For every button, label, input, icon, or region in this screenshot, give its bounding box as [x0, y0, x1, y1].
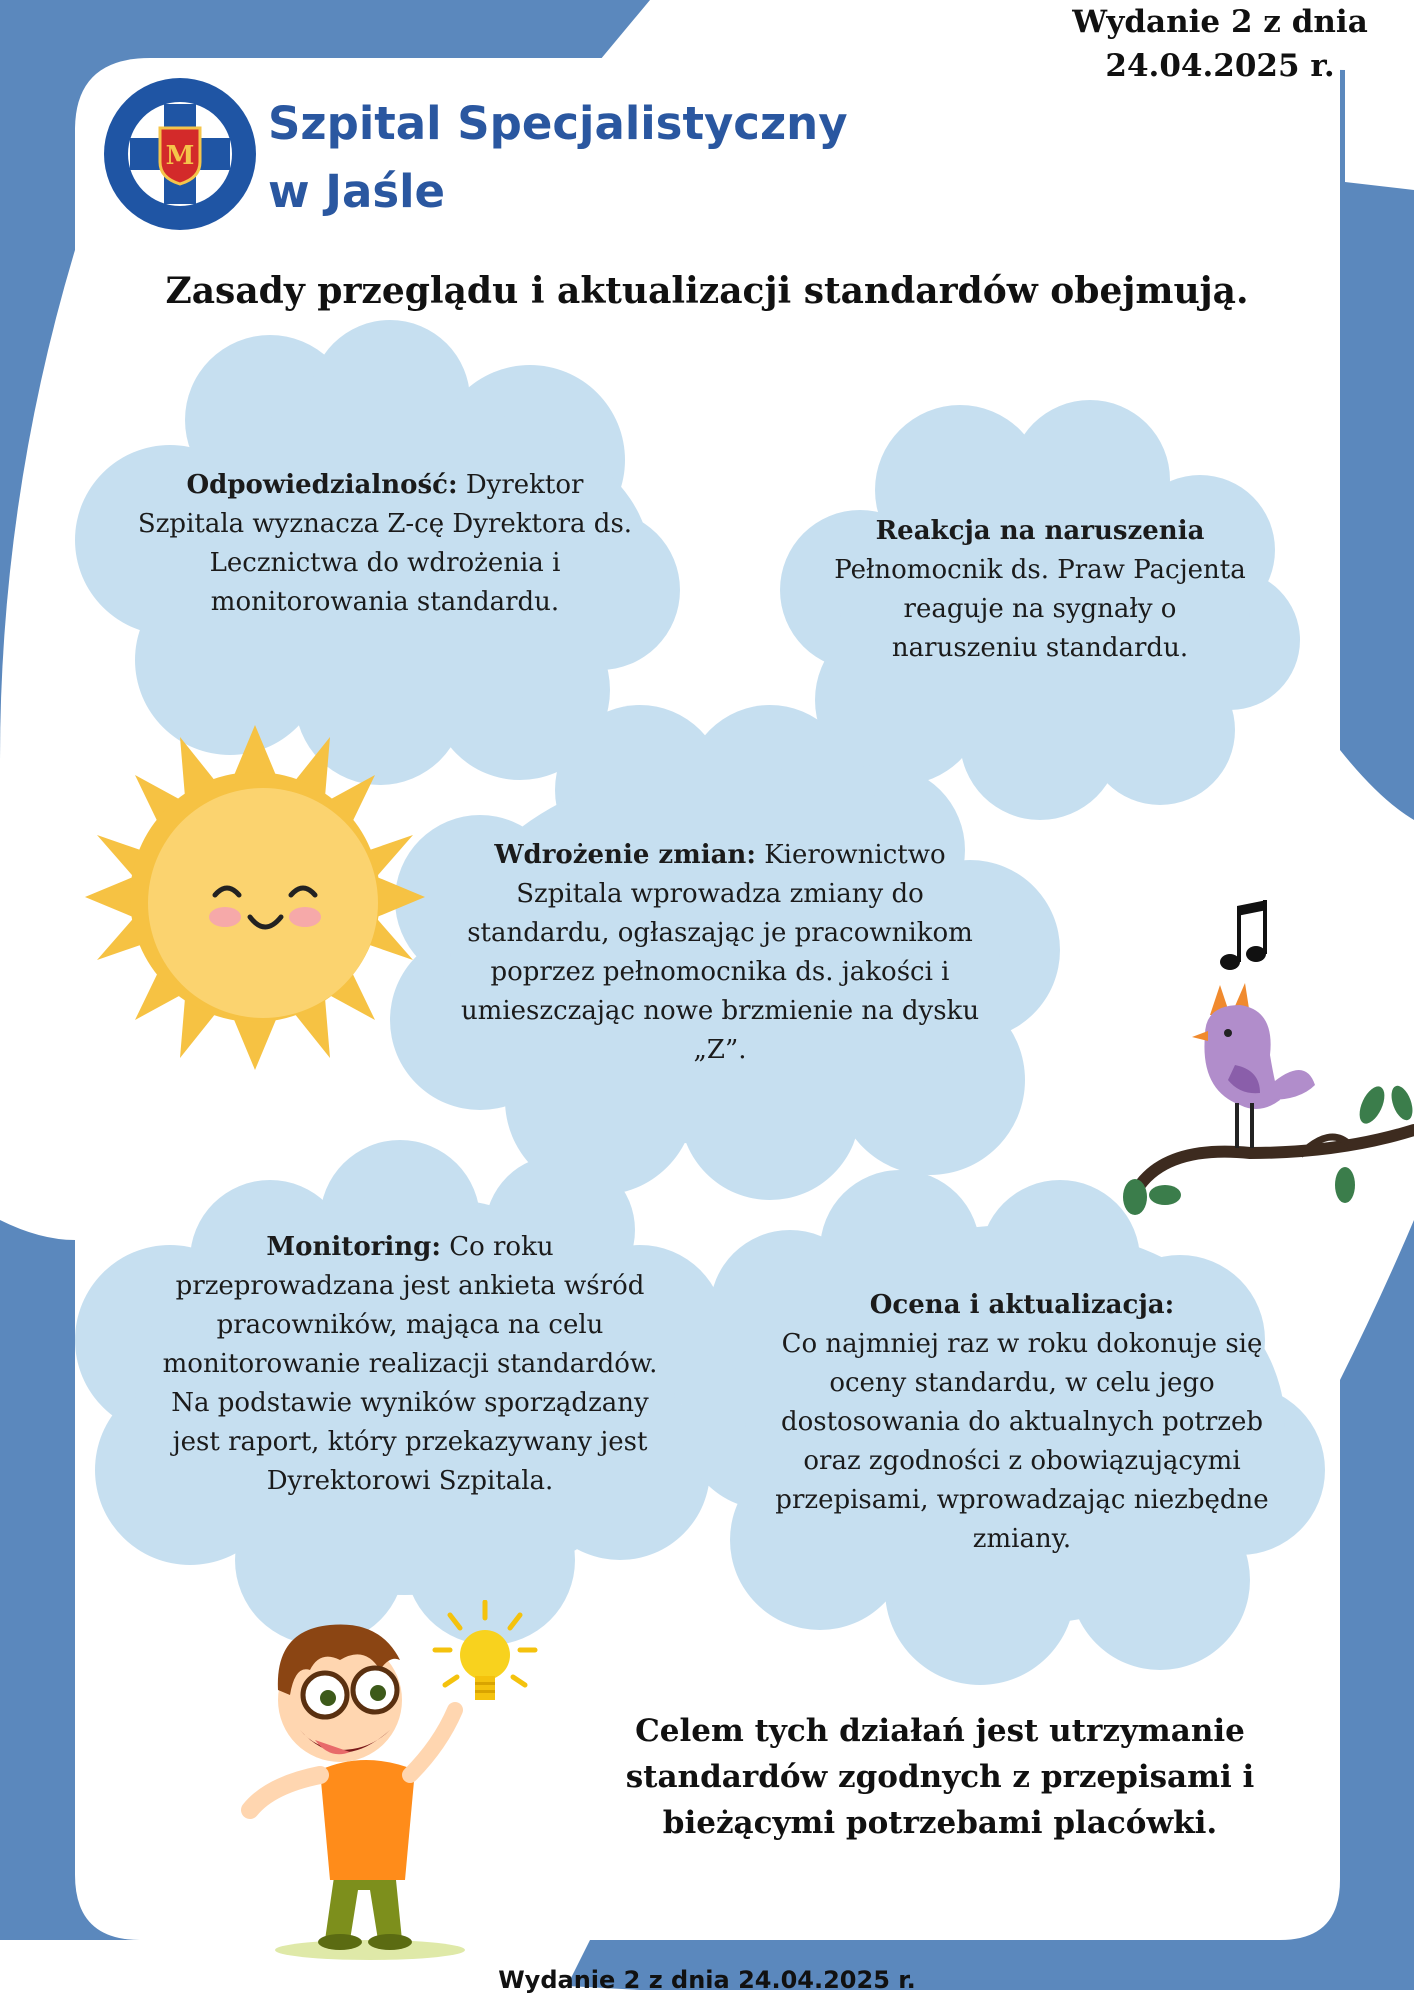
- org-name-line2: w Jaśle: [268, 165, 446, 218]
- edition-footer: Wydanie 2 z dnia 24.04.2025 r.: [498, 1966, 916, 1994]
- section-body: Dyrektor Szpitala wyznacza Z-cę Dyrektora ds. Lecznictwa do wdrożenia i monitorowania standardu.: [137, 470, 633, 617]
- svg-text:M: M: [165, 141, 195, 171]
- section-heading: Wdrożenie zmian:: [494, 840, 756, 870]
- org-name-line1: Szpital Specjalistyczny: [268, 97, 848, 150]
- section-body: Co najmniej raz w roku dokonuje się oceny standardu, w celu jego dostosowania do aktualnych potrzeb oraz zgodności z obowiązującymi przepisami, wprowadzając niezbędne zmiany.: [775, 1329, 1269, 1554]
- edition-header: Wydanie 2 z dnia 24.04.2025 r.: [1072, 4, 1368, 84]
- section-body: Co roku przeprowadzana jest ankieta wśród pracowników, mająca na celu monitorowanie realizacji standardów. Na podstawie wyników sporządzany jest raport, który przekazywany jest Dyrektorowi Szpitala.: [162, 1232, 658, 1496]
- section-changes: [450, 836, 990, 1070]
- bird-icon: [1110, 975, 1414, 1235]
- section-heading: Reakcja na naruszenia: [875, 516, 1205, 546]
- section-monitoring: [158, 1228, 662, 1501]
- section-heading: Ocena i aktualizacja:: [869, 1290, 1175, 1320]
- sun-icon: [85, 725, 425, 1070]
- light-bulb-icon: [430, 1600, 540, 1720]
- section-violations: [830, 512, 1250, 668]
- section-responsibility: [130, 466, 640, 622]
- section-evaluation: [752, 1286, 1292, 1559]
- section-body: Pełnomocnik ds. Praw Pacjenta reaguje na sygnały o naruszeniu standardu.: [834, 555, 1246, 663]
- section-body: Kierownictwo Szpitala wprowadza zmiany do standardu, ogłaszając je pracownikom poprzez pełnomocnika ds. jakości i umieszczając nowe brzmienie na dysku „Z”.: [460, 840, 980, 1065]
- conclusion-text: Celem tych działań jest utrzymanie standardów zgodnych z przepisami i bieżącymi potrzebami placówki.: [625, 1713, 1255, 1841]
- music-note-icon: [1218, 898, 1270, 974]
- organization-name: [268, 90, 848, 226]
- section-heading: Monitoring:: [266, 1232, 441, 1262]
- section-heading: Odpowiedzialność:: [186, 470, 458, 500]
- hospital-logo-icon: [100, 74, 260, 234]
- page-title: Zasady przeglądu i aktualizacji standardów obejmują.: [165, 270, 1249, 312]
